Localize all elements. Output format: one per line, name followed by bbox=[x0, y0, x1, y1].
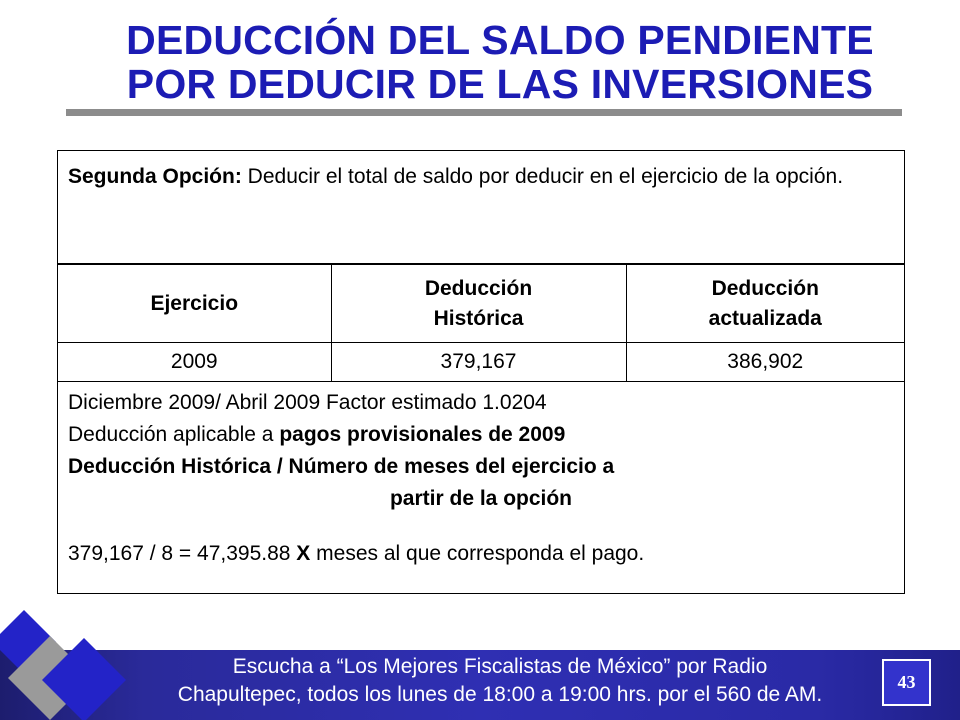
note-factor: Diciembre 2009/ Abril 2009 Factor estimado 1.0204 bbox=[68, 391, 547, 414]
slide-title-line-2: POR DEDUCIR DE LAS INVERSIONES bbox=[126, 61, 874, 107]
footer-line-1: Escucha a “Los Mejores Fiscalistas de México” por Radio bbox=[232, 655, 768, 678]
slide-title bbox=[60, 18, 940, 106]
cell-deduccion-historica: 379,167 bbox=[331, 343, 626, 382]
header-historica-line-2: Histórica bbox=[433, 306, 524, 330]
intro-label: Segunda Opción: bbox=[68, 165, 242, 188]
header-ejercicio bbox=[58, 265, 331, 343]
title-underline bbox=[66, 109, 902, 116]
note-formula-line-1: Deducción Histórica / Número de meses del ejercicio a bbox=[68, 455, 615, 478]
intro-text: Deducir el total de saldo por deducir en el ejercicio de la opción. bbox=[241, 165, 844, 188]
notes-block bbox=[58, 382, 904, 570]
notes-spacer bbox=[68, 515, 894, 538]
table-header-row bbox=[58, 265, 904, 343]
note-aplicable bbox=[68, 419, 894, 451]
note-aplicable-text: Deducción aplicable a bbox=[68, 423, 280, 446]
note-aplicable-bold: pagos provisionales de 2009 bbox=[279, 423, 566, 446]
note-calculation bbox=[68, 538, 894, 570]
header-actualizada-line-1: Deducción bbox=[711, 276, 819, 300]
table-row bbox=[58, 343, 904, 382]
cell-ejercicio: 2009 bbox=[58, 343, 331, 382]
header-deduccion-historica bbox=[331, 265, 626, 343]
header-deduccion-actualizada bbox=[626, 265, 904, 343]
calc-tail: meses al que corresponda el pago. bbox=[310, 542, 645, 565]
cell-deduccion-actualizada: 386,902 bbox=[626, 343, 904, 382]
header-actualizada-line-2: actualizada bbox=[708, 306, 822, 330]
calc-numbers: 379,167 / 8 = 47,395.88 bbox=[68, 542, 297, 565]
footer-line-2: Chapultepec, todos los lunes de 18:00 a 19:00 hrs. por el 560 de AM. bbox=[177, 683, 823, 706]
slide-title-line-1: DEDUCCIÓN DEL SALDO PENDIENTE bbox=[126, 17, 874, 63]
deduction-table bbox=[58, 264, 904, 382]
note-formula-line-2: partir de la opción bbox=[389, 487, 573, 510]
content-box bbox=[57, 150, 905, 594]
page-number-badge: 43 bbox=[882, 659, 931, 706]
calc-x: X bbox=[296, 542, 311, 565]
header-ejercicio-text: Ejercicio bbox=[150, 291, 239, 315]
intro-paragraph bbox=[58, 151, 904, 264]
header-historica-line-1: Deducción bbox=[424, 276, 533, 300]
footer-text bbox=[60, 653, 940, 709]
